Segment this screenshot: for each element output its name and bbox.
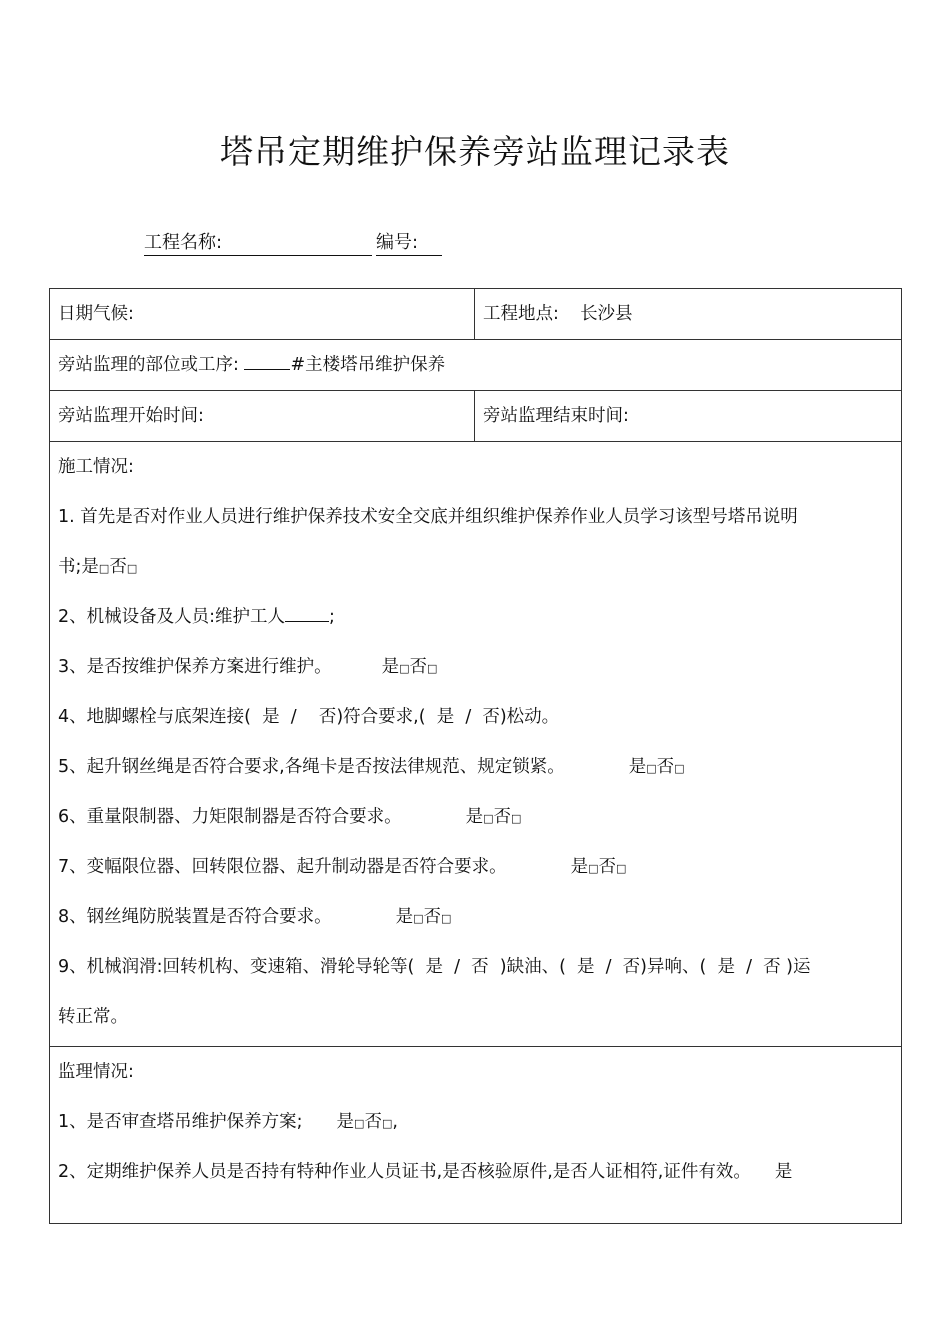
end-time-label: 旁站监理结束时间:: [483, 406, 629, 426]
worker-count-blank: [285, 621, 329, 622]
date-site-row: [50, 289, 902, 340]
project-name-field: [144, 228, 372, 256]
construction-item-5: 5、起升钢丝绳是否符合要求,各绳卡是否按法律规范、规定锁紧。 是□否□: [58, 757, 685, 777]
part-row: [50, 340, 902, 391]
construction-item-3: 3、是否按维护保养方案进行维护。 是□否□: [58, 657, 438, 677]
construction-cell: [50, 442, 902, 1047]
construction-item-9a: 9、机械润滑:回转机构、变速箱、滑轮导轮等( 是 / 否 )缺油、( 是 / 否)异响、( 是 / 否 )运: [58, 957, 811, 977]
construction-item-4: 4、地脚螺栓与底架连接( 是 / 否)符合要求,( 是 / 否)松动。: [58, 707, 560, 727]
part-suffix: #主楼塔吊维护保养: [290, 355, 446, 375]
supervision-row: [50, 1047, 902, 1224]
site-cell: [475, 289, 902, 340]
date-weather-label: 日期气候:: [58, 304, 134, 324]
project-name-label: 工程名称:: [144, 228, 372, 256]
construction-item-2: 2、机械设备及人员:维护工人 ;: [58, 607, 335, 627]
construction-item-1a: 1. 首先是否对作业人员进行维护保养技术安全交底并组织维护保养作业人员学习该型号塔吊说明: [58, 507, 798, 527]
site-label: 工程地点:: [483, 304, 559, 324]
start-time-label: 旁站监理开始时间:: [58, 406, 204, 426]
supervision-heading: 监理情况:: [58, 1062, 134, 1082]
number-label: 编号:: [376, 228, 442, 256]
construction-heading: 施工情况:: [58, 457, 134, 477]
record-table: [49, 288, 902, 1224]
start-time-cell: [50, 391, 475, 442]
part-label: 旁站监理的部位或工序:: [58, 355, 239, 375]
supervision-cell: [50, 1047, 902, 1224]
construction-item-1b: 书;是□否□: [58, 557, 138, 577]
part-blank: [244, 369, 290, 370]
time-row: [50, 391, 902, 442]
end-time-cell: [475, 391, 902, 442]
part-cell: [50, 340, 902, 391]
construction-item-6: 6、重量限制器、力矩限制器是否符合要求。 是□否□: [58, 807, 522, 827]
number-field: [376, 228, 442, 256]
site-value: 长沙县: [580, 304, 633, 324]
document-title: 塔吊定期维护保养旁站监理记录表: [220, 132, 730, 171]
construction-item-9b: 转正常。: [58, 1007, 128, 1027]
supervision-item-2: 2、定期维护保养人员是否持有特种作业人员证书,是否核验原件,是否人证相符,证件有效。 是: [58, 1162, 793, 1182]
supervision-item-1: 1、是否审查塔吊维护保养方案; 是□否□,: [58, 1112, 398, 1132]
construction-item-8: 8、钢丝绳防脱装置是否符合要求。 是□否□: [58, 907, 452, 927]
construction-item-7: 7、变幅限位器、回转限位器、起升制动器是否符合要求。 是□否□: [58, 857, 627, 877]
construction-row: [50, 442, 902, 1047]
date-weather-cell: [50, 289, 475, 340]
